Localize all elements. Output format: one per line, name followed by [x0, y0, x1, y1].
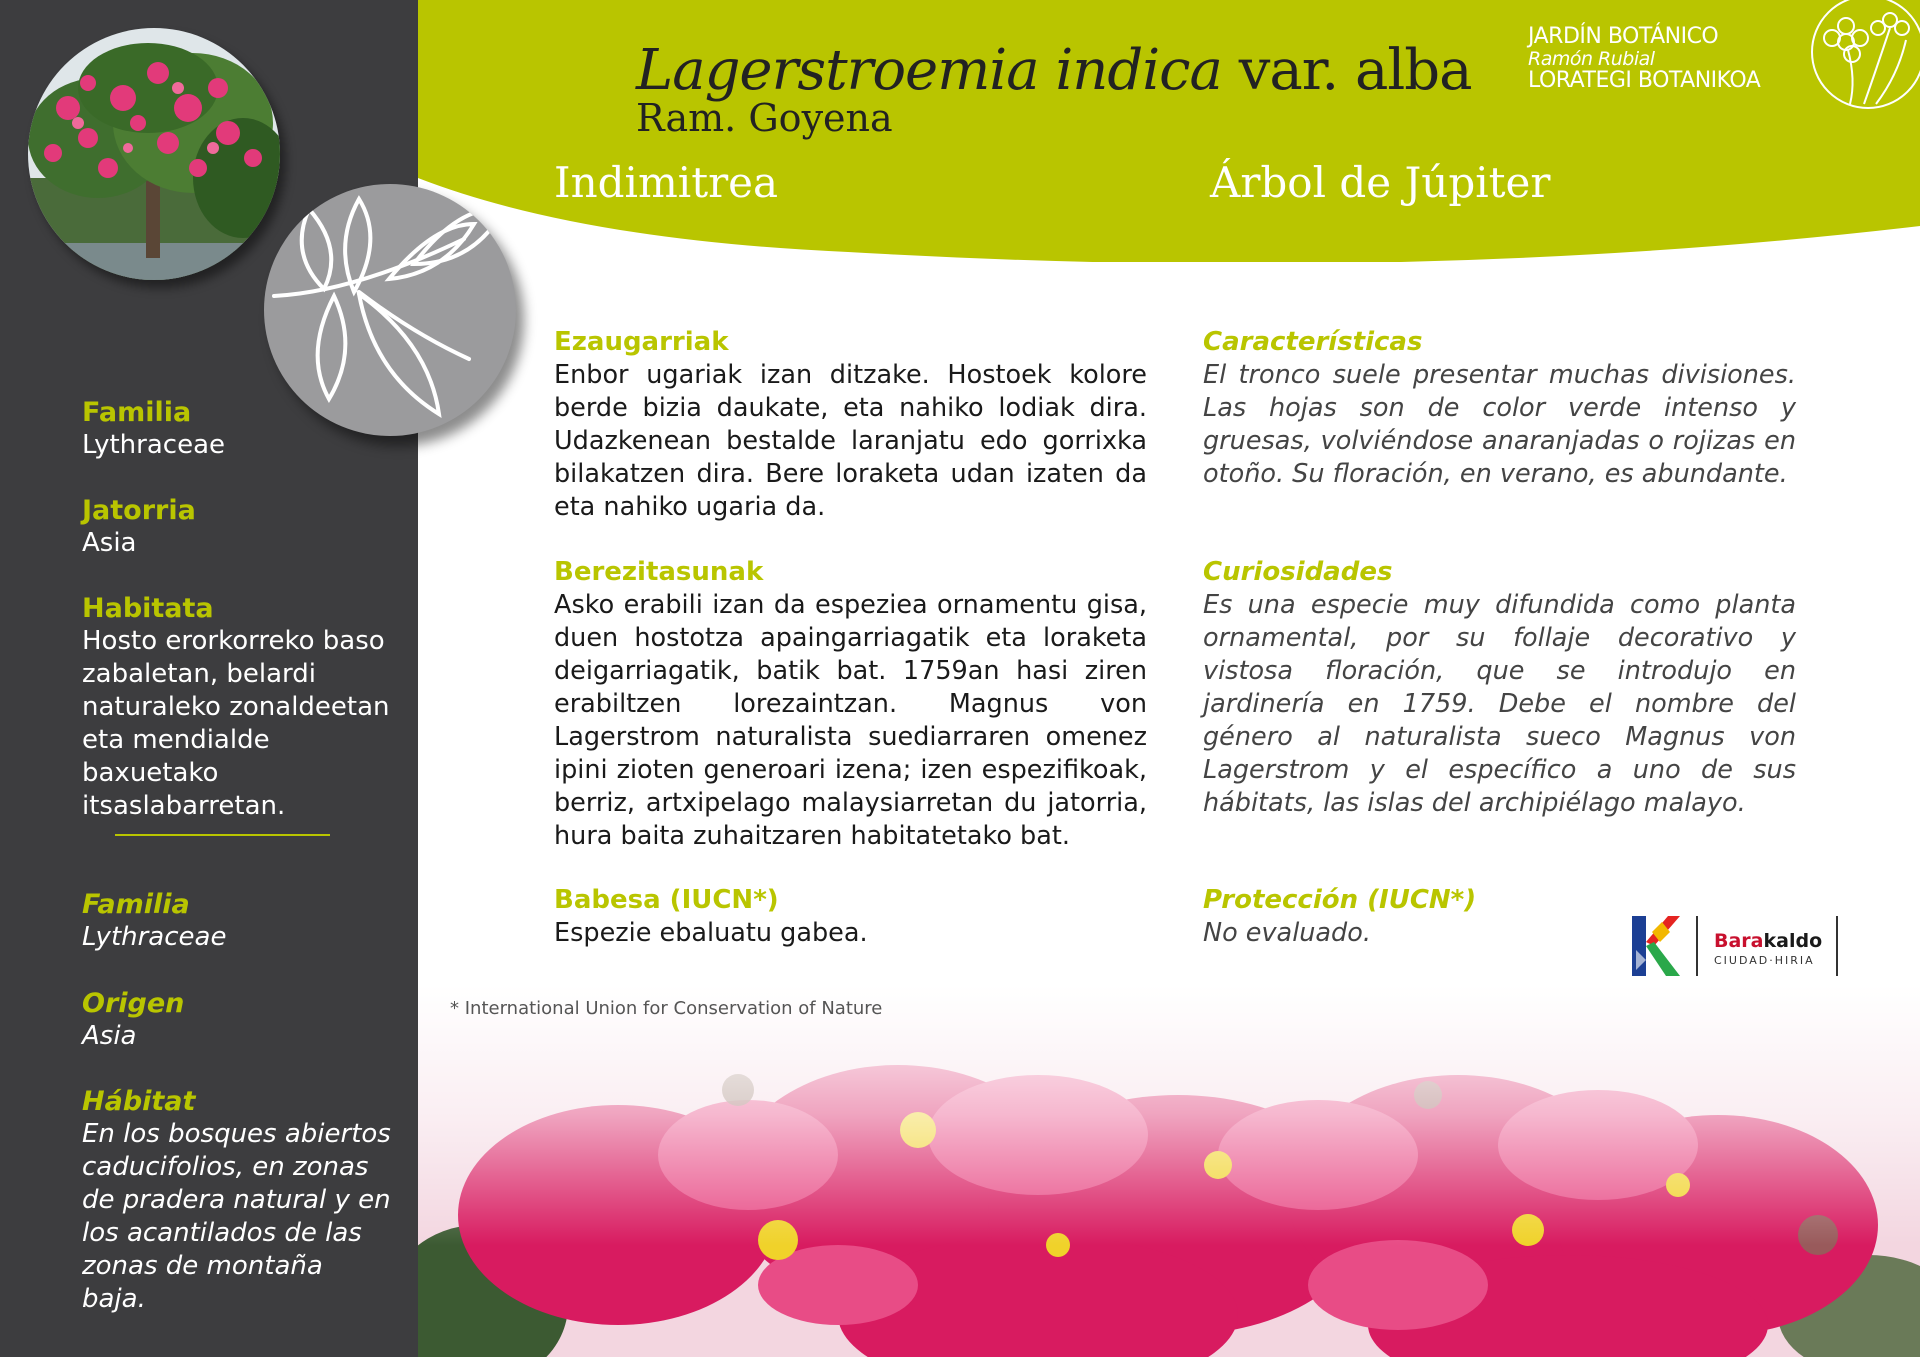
flower-logo-icon — [1806, 0, 1920, 110]
babesa-label: Babesa (IUCN*) — [554, 885, 779, 915]
sidebar-divider — [115, 834, 330, 836]
jatorria-eu — [82, 494, 402, 560]
berezitasunak-text: Asko erabili izan da espeziea ornamentu gisa, duen hostotza apaingarriagatik eta loraketa deigarriagatik, batik bat. 1759an hasi ziren erabiltzen lorezaintzan. Magnus von Lagerstrom naturalista suediarraren omenez ipini zioten generoari izena; izen espezifikoak, berriz, artxipelago malaysiarretan du jatorria, hura baita zuhaitzaren habitatetako bat. — [554, 590, 1147, 851]
familia-es-value: Lythraceae — [82, 922, 227, 952]
jatorria-value: Asia — [82, 528, 137, 558]
content-es — [1203, 326, 1796, 491]
caracteristicas-text: El tronco suele presentar muchas divisiones. Las hojas son de color verde intenso y gruesas, volviéndose anaranjadas o rojizas en otoño. Su floración, en verano, es abundante. — [1203, 360, 1796, 489]
garden-line3: LORATEGI BOTANIKOA — [1528, 68, 1761, 93]
content-eu — [554, 326, 1147, 524]
author: Ram. Goyena — [636, 96, 893, 140]
origen-value: Asia — [82, 1021, 137, 1051]
footnote: * International Union for Conservation of Nature — [450, 998, 883, 1019]
jatorria-label: Jatorria — [82, 495, 196, 526]
common-name-eu: Indimitrea — [554, 158, 779, 207]
habitata-label: Habitata — [82, 593, 214, 624]
barakaldo-logo-text — [1714, 930, 1822, 967]
garden-line2: Ramón Rubial — [1528, 48, 1655, 70]
barakaldo-name-part2: kaldo — [1763, 930, 1823, 952]
familia-eu-label: Familia — [82, 397, 192, 428]
curiosidades-text: Es una especie muy difundida como planta ornamental, por su follaje decorativo y vistosa floración, que se introdujo en jardinería en 1759. Debe el nombre del género al naturalista sueco Magnus von Lagerstrom y el específico a uno de sus hábitats, las islas del archipiélago malayo. — [1203, 590, 1796, 818]
garden-name — [1528, 26, 1760, 92]
familia-es — [82, 888, 402, 954]
proteccion-text: No evaluado. — [1203, 918, 1371, 948]
curiosidades-label: Curiosidades — [1203, 557, 1393, 587]
familia-eu — [82, 396, 402, 462]
variety-text: var. alba — [1238, 38, 1472, 103]
habitat-label: Hábitat — [82, 1086, 196, 1117]
babesa-section — [554, 884, 1147, 950]
flower-photo — [418, 985, 1920, 1357]
babesa-text: Espezie ebaluatu gabea. — [554, 918, 868, 948]
barakaldo-name-part1: Bara — [1714, 930, 1764, 952]
habitata-value: Hosto erorkorreko baso zabaletan, belardi naturaleko zonaldeetan eta mendialde baxuetako itsaslabarretan. — [82, 626, 390, 821]
origen-label: Origen — [82, 988, 185, 1019]
curiosidades-section — [1203, 556, 1796, 820]
tree-photo — [28, 28, 280, 280]
common-name-es: Árbol de Júpiter — [1210, 158, 1551, 207]
ezaugarriak-label: Ezaugarriak — [554, 327, 729, 357]
habitat-value: En los bosques abiertos caducifolios, en zonas de pradera natural y en los acantilados de las zonas de montaña baja. — [82, 1119, 391, 1314]
habitata-eu — [82, 592, 402, 823]
origen-es — [82, 987, 402, 1053]
scientific-name-text: Lagerstroemia indica — [636, 38, 1222, 103]
garden-line1: JARDÍN BOTÁNICO — [1528, 24, 1719, 49]
barakaldo-name — [1714, 930, 1822, 952]
familia-es-label: Familia — [82, 889, 190, 920]
habitat-es — [82, 1085, 402, 1316]
familia-eu-value: Lythraceae — [82, 430, 225, 460]
berezitasunak-section — [554, 556, 1147, 853]
ezaugarriak-text: Enbor ugariak izan ditzake. Hostoek kolore berde bizia daukate, eta nahiko lodiak dira. Udazkenean bestalde laranjatu edo gorrixka bilakatzen dira. Bere loraketa udan izaten da eta nahiko ugaria da. — [554, 360, 1147, 522]
proteccion-label: Protección (IUCN*) — [1203, 885, 1477, 915]
scientific-name — [636, 38, 1471, 103]
barakaldo-sub: CIUDAD·HIRIA — [1714, 954, 1815, 967]
berezitasunak-label: Berezitasunak — [554, 557, 764, 587]
caracteristicas-label: Características — [1203, 327, 1423, 357]
